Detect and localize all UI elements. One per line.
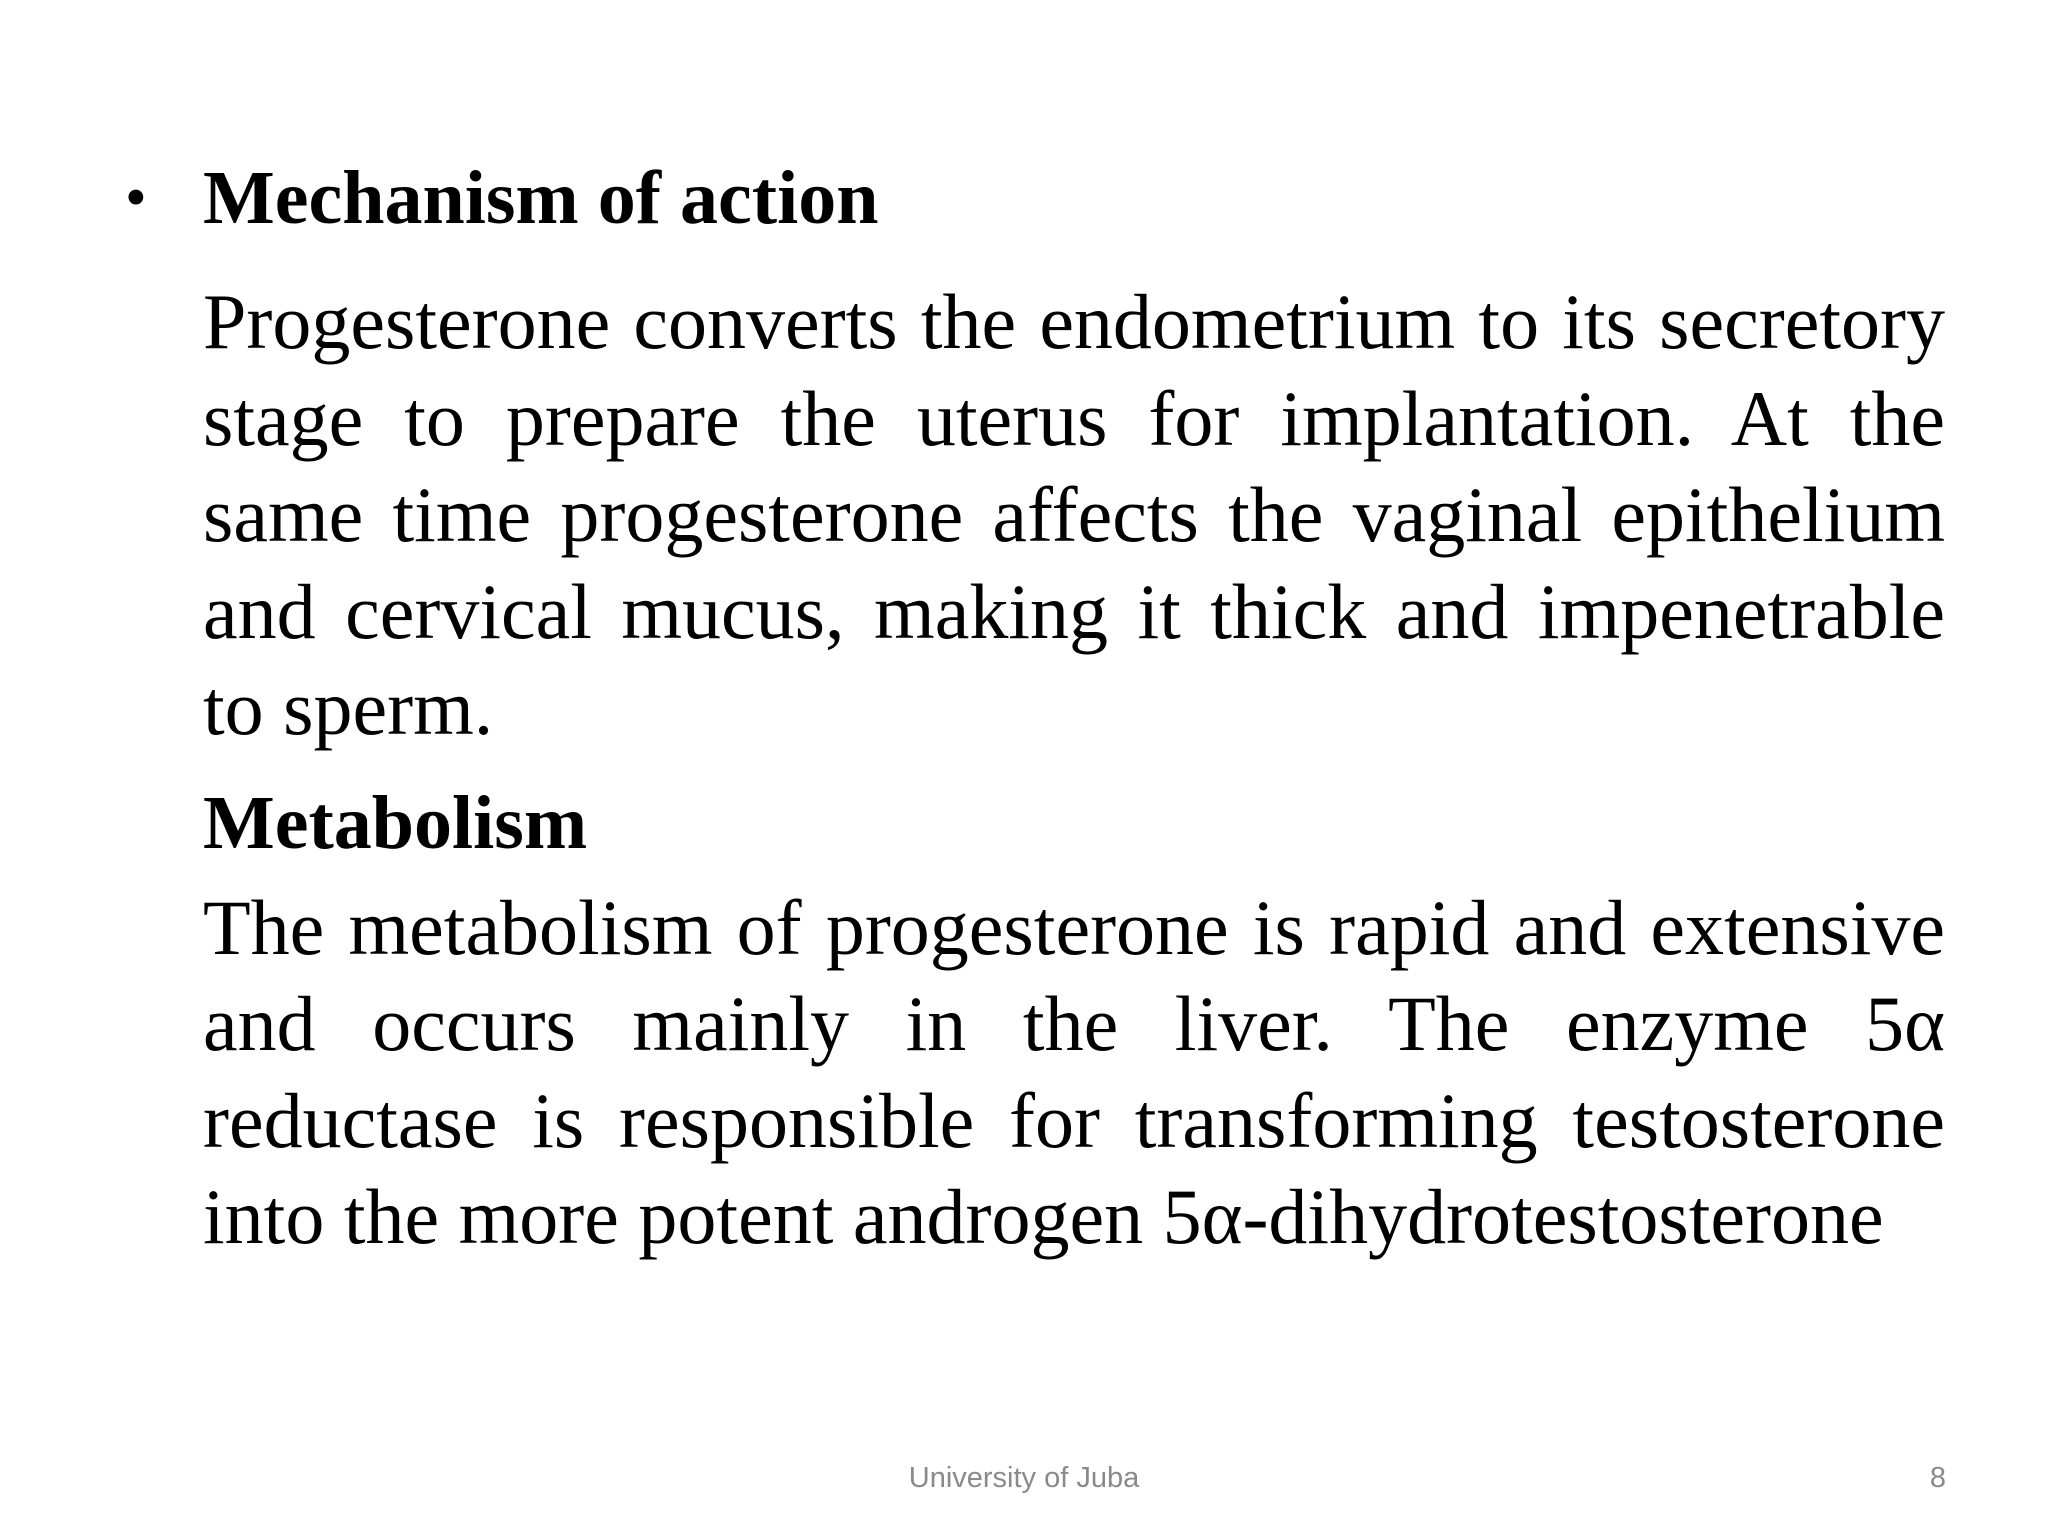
slide-page-number: 8 xyxy=(1929,1462,1946,1494)
heading-metabolism: Metabolism xyxy=(203,780,588,865)
paragraph-metabolism: The metabolism of progesterone is rapid and extensive and occurs mainly in the liver. The enzyme 5α reductase is responsible for transforming testosterone into the more potent androgen 5α-dihydrotestosterone xyxy=(203,883,1945,1260)
paragraph-mechanism: Progesterone converts the endometrium to its secretory stage to prepare the uterus for implantation. At the same time progesterone affects the vaginal epithelium and cervical mucus, making it thick and impenetrable to sperm. xyxy=(203,278,1945,751)
footer-institution: University of Juba xyxy=(908,1462,1140,1494)
slide-content xyxy=(125,150,1945,1266)
bullet-marker: • xyxy=(125,164,147,232)
heading-mechanism-of-action: Mechanism of action xyxy=(203,156,879,240)
